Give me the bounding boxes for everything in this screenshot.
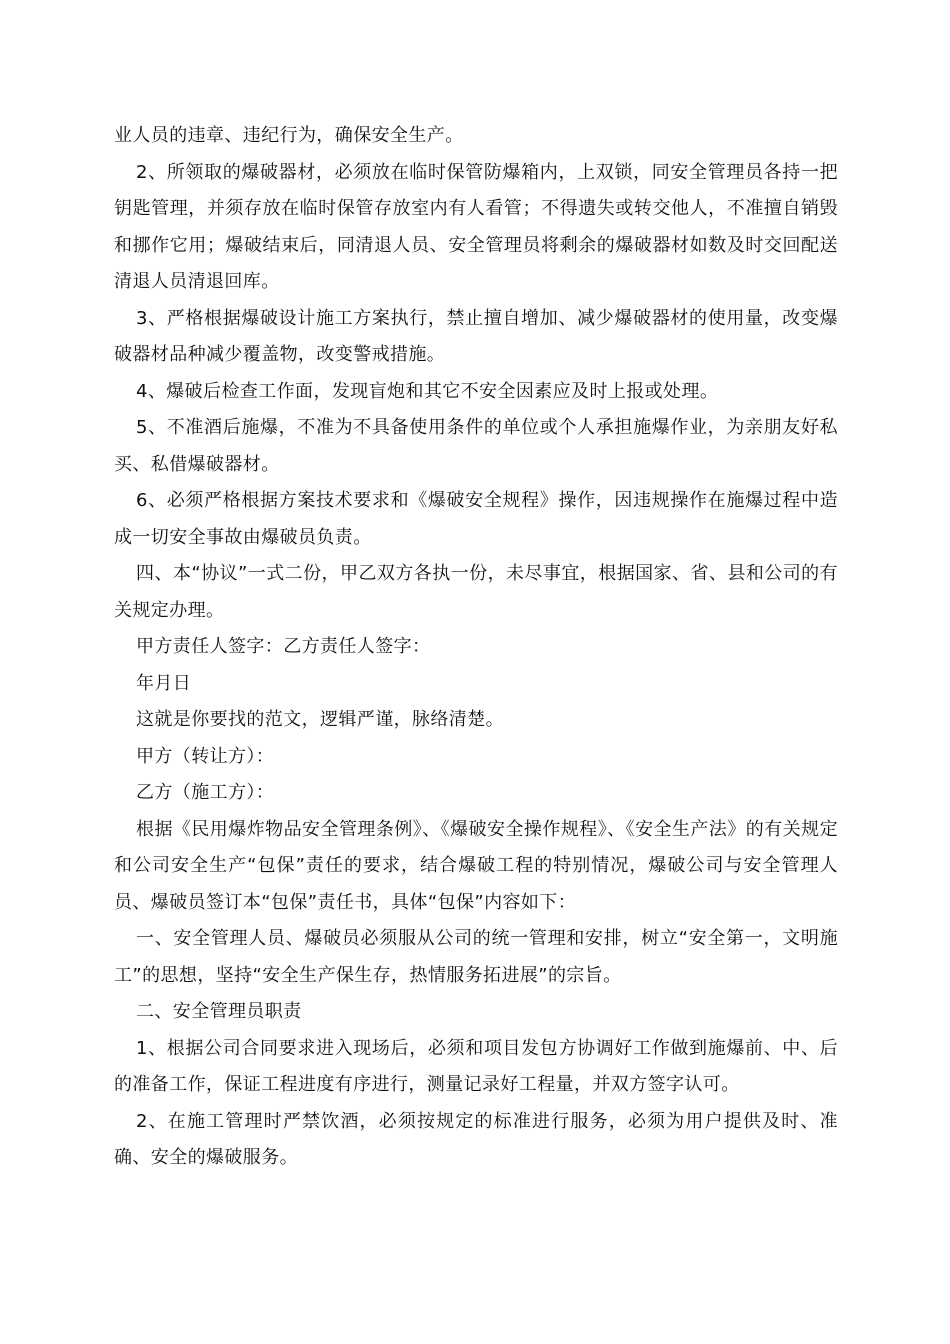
party-a-line: 甲方（转让方）： (136, 745, 275, 767)
template-note: 这就是你要找的范文，逻辑严谨，脉络清楚。 (136, 709, 504, 730)
paragraph-item-4-inspection: 4、爆破后检查工作面，发现盲炮和其它不安全因素应及时上报或处理。 (136, 380, 719, 402)
paragraph-duty-1: 1、根据公司合同要求进入现场后，必须和项目发包方协调好工作做到施爆前、中、后的准备工作，保证工程进度有序进行，测量记录好工程量，并双方签字认可。 (114, 1037, 838, 1095)
paragraph-duty-2: 2、在施工管理时严禁饮酒，必须按规定的标准进行服务，必须为用户提供及时、准确、安全的爆破服务。 (114, 1110, 838, 1168)
party-b-line: 乙方（施工方）： (136, 782, 275, 803)
document-body (114, 118, 838, 1177)
paragraph-section-4-agreement: 四、本“协议”一式二份，甲乙双方各执一份，未尽事宜，根据国家、省、县和公司的有关规定办理。 (114, 563, 838, 621)
paragraph-continuation: 业人员的违章、违纪行为，确保安全生产。 (114, 125, 464, 146)
paragraph-item-2-storage: 2、所领取的爆破器材，必须放在临时保管防爆箱内，上双锁，同安全管理员各持一把钥匙管理，并须存放在临时保管存放室内有人看管；不得遗失或转交他人，不准擅自销毁和挪作它用；爆破结束后，同清退人员、安全管理员将剩余的爆破器材如数及时交回配送清退人员清退回库。 (114, 161, 838, 292)
signature-line: 甲方责任人签字：乙方责任人签字： (136, 636, 431, 657)
paragraph-item-6-regulations: 6、必须严格根据方案技术要求和《爆破安全规程》操作，因违规操作在施爆过程中造成一切安全事故由爆破员负责。 (114, 490, 838, 548)
section-heading-safety-manager-duties: 二、安全管理员职责 (136, 1001, 302, 1022)
paragraph-section-1-management: 一、安全管理人员、爆破员必须服从公司的统一管理和安排，树立“安全第一，文明施工”的思想，坚持“安全生产保生存，热情服务拓进展”的宗旨。 (114, 928, 838, 986)
paragraph-item-5-prohibitions: 5、不准酒后施爆，不准为不具备使用条件的单位或个人承担施爆作业，为亲朋友好私买、私借爆破器材。 (114, 417, 838, 475)
paragraph-item-3-plan: 3、严格根据爆破设计施工方案执行，禁止擅自增加、减少爆破器材的使用量，改变爆破器材品种减少覆盖物，改变警戒措施。 (114, 307, 838, 365)
date-line: 年月日 (136, 672, 192, 694)
paragraph-legal-basis: 根据《民用爆炸物品安全管理条例》、《爆破安全操作规程》、《安全生产法》的有关规定和公司安全生产“包保”责任的要求，结合爆破工程的特别情况，爆破公司与安全管理人员、爆破员签订本“包保”责任书，具体“包保”内容如下： (114, 818, 838, 913)
